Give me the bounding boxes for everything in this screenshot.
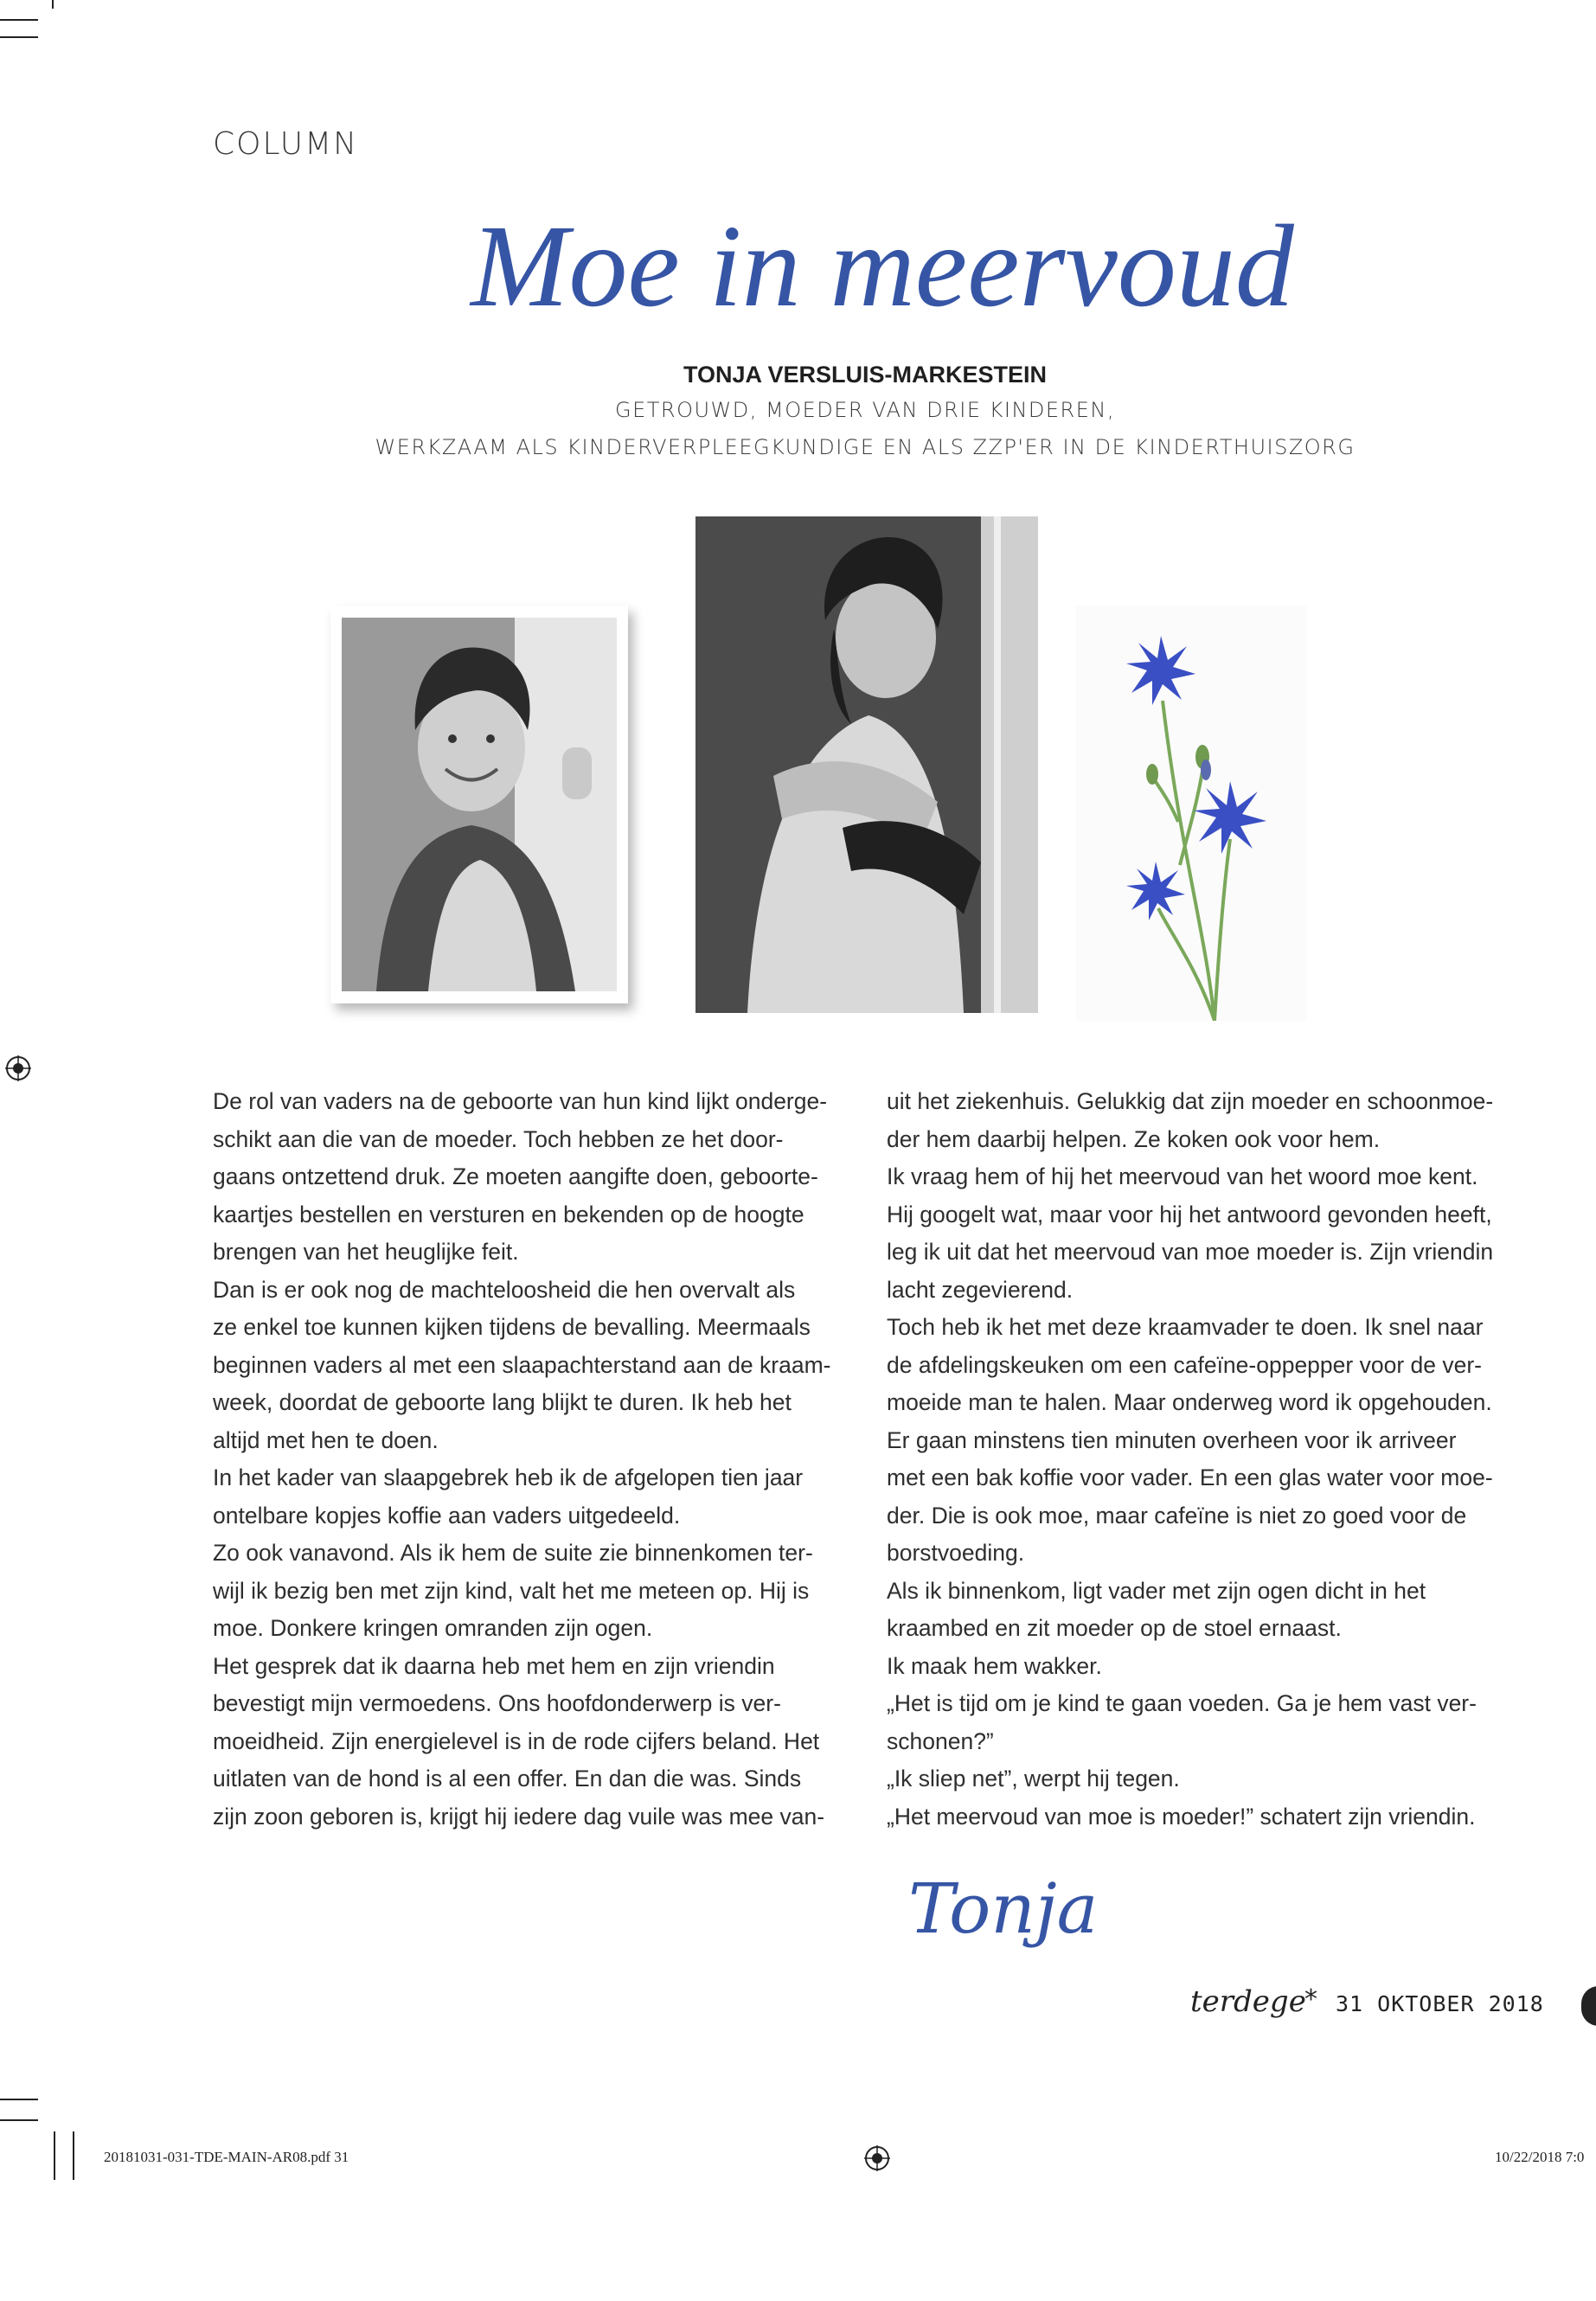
body-line: Zo ook vanavond. Als ik hem de suite zie binnenkomen ter-: [213, 1540, 813, 1566]
body-line: lacht zegevierend.: [887, 1276, 1074, 1303]
body-line: zijn zoon geboren is, krijgt hij iedere dag vuile was mee van-: [213, 1803, 825, 1830]
body-line: der hem daarbij helpen. Ze koken ook voor hem.: [887, 1125, 1381, 1152]
body-line: Als ik binnenkom, ligt vader met zijn ogen dicht in het: [887, 1577, 1426, 1604]
crop-mark: [0, 36, 38, 38]
body-line: „Het meervoud van moe is moeder!” schatert zijn vriendin.: [887, 1803, 1476, 1830]
section-kicker: COLUMN: [213, 126, 359, 162]
body-line: Er gaan minstens tien minuten overheen voor ik arriveer: [887, 1426, 1457, 1453]
body-line: In het kader van slaapgebrek heb ik de afgelopen tien jaar: [213, 1465, 804, 1490]
author-name: TONJA VERSLUIS-MARKESTEIN: [683, 362, 1048, 388]
body-line: moeidheid. Zijn energielevel is in de rode cijfers beland. Het: [213, 1727, 820, 1754]
body-column-left: [213, 1083, 853, 1836]
body-line: Hij googelt wat, maar voor hij het antwoord gevonden heeft,: [887, 1201, 1492, 1227]
body-line: ontelbare kopjes koffie aan vaders uitgedeeld.: [213, 1502, 681, 1529]
crop-mark: [73, 2131, 74, 2180]
body-line: „Ik sliep net”, werpt hij tegen.: [887, 1766, 1180, 1791]
footer-separator: *: [1304, 1984, 1317, 2015]
body-column-right: [887, 1083, 1527, 1836]
body-line: kaartjes bestellen en versturen en bekenden op de hoogte: [213, 1201, 804, 1227]
body-line: de afdelingskeuken om een cafeïne-oppepper voor de ver-: [887, 1351, 1482, 1378]
body-line: brengen van het heuglijke feit.: [213, 1239, 519, 1265]
body-line: borstvoeding.: [887, 1540, 1025, 1566]
body-line: Toch heb ik het met deze kraamvader te doen. Ik snel naar: [887, 1314, 1484, 1340]
body-line: week, doordat de geboorte lang blijkt te duren. Ik heb het: [213, 1389, 792, 1415]
body-line: bevestigt mijn vermoedens. Ons hoofdonderwerp is ver-: [213, 1690, 781, 1716]
crop-mark: [0, 2119, 38, 2121]
body-line: altijd met hen te doen.: [213, 1426, 439, 1453]
author-bio-line: WERKZAAM ALS KINDERVERPLEEGKUNDIGE EN ALS ZZP'ER IN DE KINDERTHUISZORG: [375, 435, 1356, 459]
portrait-photo-smiling: [330, 606, 628, 1003]
registration-mark-icon: [5, 1055, 31, 1081]
body-line: leg ik uit dat het meervoud van moe moeder is. Zijn vriendin: [887, 1239, 1494, 1265]
crop-mark: [52, 0, 54, 9]
body-line: kraambed en zit moeder op de stoel ernaast.: [887, 1615, 1342, 1641]
issue-date: 31 OKTOBER 2018: [1336, 1991, 1544, 2016]
body-line: met een bak koffie voor vader. En een glas water voor moe-: [887, 1465, 1493, 1490]
cornflower-photo: [1076, 606, 1306, 1021]
body-line: schonen?”: [887, 1727, 994, 1754]
registration-mark-icon: [864, 2145, 890, 2171]
body-line: beginnen vaders al met een slaapachterstand aan de kraam-: [213, 1351, 831, 1378]
author-bio-line: GETROUWD, MOEDER VAN DRIE KINDEREN,: [615, 398, 1115, 422]
print-slug-filename: 20181031-031-TDE-MAIN-AR08.pdf 31: [104, 2149, 349, 2165]
body-line: Dan is er ook nog de machteloosheid die hen overvalt als: [213, 1276, 796, 1303]
page-number-tab: [1581, 1986, 1596, 2026]
body-line: „Het is tijd om je kind te gaan voeden. Ga je hem vast ver-: [887, 1690, 1477, 1716]
body-line: wijl ik bezig ben met zijn kind, valt het me meteen op. Hij is: [213, 1577, 810, 1604]
body-line: uit het ziekenhuis. Gelukkig dat zijn moeder en schoonmoe-: [887, 1088, 1494, 1114]
crop-mark: [0, 19, 38, 21]
body-line: Ik vraag hem of hij het meervoud van het woord moe kent.: [887, 1163, 1478, 1189]
body-line: Het gesprek dat ik daarna heb met hem en zijn vriendin: [213, 1652, 775, 1679]
portrait-photo-window: [695, 516, 1038, 1013]
body-line: gaans ontzettend druk. Ze moeten aangifte doen, geboorte-: [213, 1163, 818, 1189]
magazine-brand: terdege: [1190, 1984, 1306, 2019]
print-slug-timestamp: 10/22/2018 7:0: [1495, 2149, 1585, 2165]
body-line: schikt aan die van de moeder. Toch hebben ze het door-: [213, 1125, 784, 1152]
body-line: moeide man te halen. Maar onderweg word ik opgehouden.: [887, 1389, 1492, 1415]
body-line: uitlaten van de hond is al een offer. En dan die was. Sinds: [213, 1766, 802, 1791]
author-signature: Tonja: [908, 1868, 1099, 1949]
body-line: der. Die is ook moe, maar cafeïne is niet zo goed voor de: [887, 1502, 1467, 1529]
body-line: ze enkel toe kunnen kijken tijdens de bevalling. Meermaals: [213, 1314, 811, 1340]
body-line: Ik maak hem wakker.: [887, 1652, 1102, 1679]
article-title: Moe in meervoud: [471, 202, 1294, 331]
body-line: De rol van vaders na de geboorte van hun kind lijkt onderge-: [213, 1088, 828, 1114]
body-line: moe. Donkere kringen omranden zijn ogen.: [213, 1615, 653, 1641]
crop-mark: [0, 2099, 38, 2100]
crop-mark: [54, 2131, 55, 2180]
